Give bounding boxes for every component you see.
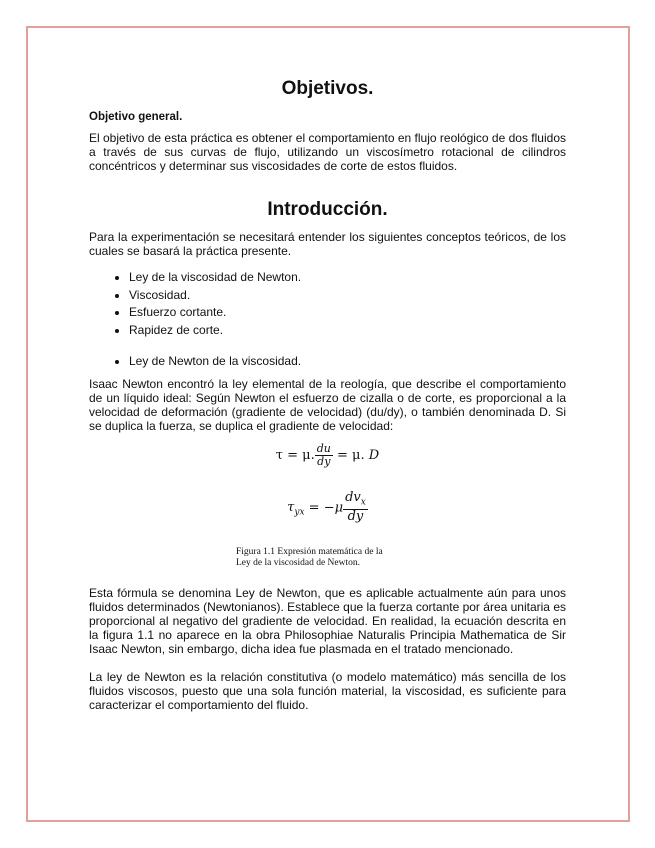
intro-paragraph-2: Isaac Newton encontró la ley elemental de la reología, que describe el comportamiento de un líquido ideal: Según Newton el esfuerzo de cizalla o de corte, es proporcional a la velocidad de deformación (gradiente de velocidad) (du/dy), o también denominada D. Si se duplica la fuerza, se duplica el gradiente de velocidad: bbox=[89, 376, 566, 433]
list-item: • Ley de la viscosidad de Newton. bbox=[129, 269, 566, 287]
equation-tau-yx: $\tau_{yx} = -\mu$ $\frac{dv_x}{dy}$ bbox=[287, 489, 366, 525]
list-item: • Ley de Newton de la viscosidad. bbox=[129, 353, 566, 371]
introduccion-heading: Introducción. bbox=[267, 199, 388, 220]
equation-tau-mu-d: τ = μ. $\frac{du}{dy}$ = μ. D bbox=[275, 441, 380, 468]
newton-law-list bbox=[89, 353, 566, 371]
intro-paragraph-1: Para la experimentación se necesitará entender los siguientes conceptos teóricos, de los cuales se basará la práctica presente. bbox=[89, 230, 566, 258]
concepts-list bbox=[89, 269, 566, 339]
objetivo-paragraph: El objetivo de esta práctica es obtener el comportamiento en flujo reológico de dos fluidos a través de sus curvas de flujo, utilizando un viscosímetro rotacional de cilindros concéntricos y determinar sus viscosidades de corte de estos fluidos. bbox=[89, 131, 566, 173]
caption-line: Figura 1.1 Expresión matemática de la bbox=[236, 546, 383, 557]
intro-paragraph-4: La ley de Newton es la relación constitutiva (o modelo matemático) más sencilla de los fluidos viscosos, puesto que una sola función material, la viscosidad, es suficiente para caracterizar el comportamiento del fluido. bbox=[89, 669, 566, 712]
figure-caption bbox=[236, 547, 436, 570]
objetivos-heading: Objetivos. bbox=[281, 78, 374, 99]
list-item: • Rapidez de corte. bbox=[129, 322, 566, 340]
intro-paragraph-3: Esta fórmula se denomina Ley de Newton, que es aplicable actualmente aún para unos fluidos determinados (Newtonianos). Establece que la fuerza cortante por área unitaria es proporcional al negativo del gradiente de velocidad. En realidad, la ecuación descrita en la figura 1.1 no aparece en la obra Philosophiae Naturalis Principia Mathematica de Sir Isaac Newton, sin embargo, dicha idea fue plasmada en el tratado mencionado. bbox=[89, 585, 566, 656]
document-body bbox=[89, 78, 566, 712]
caption-line: Ley de la viscosidad de Newton. bbox=[236, 558, 360, 568]
list-item: • Viscosidad. bbox=[129, 287, 566, 305]
objetivo-general-subheading: Objetivo general. bbox=[89, 111, 183, 123]
list-item: • Esfuerzo cortante. bbox=[129, 304, 566, 322]
